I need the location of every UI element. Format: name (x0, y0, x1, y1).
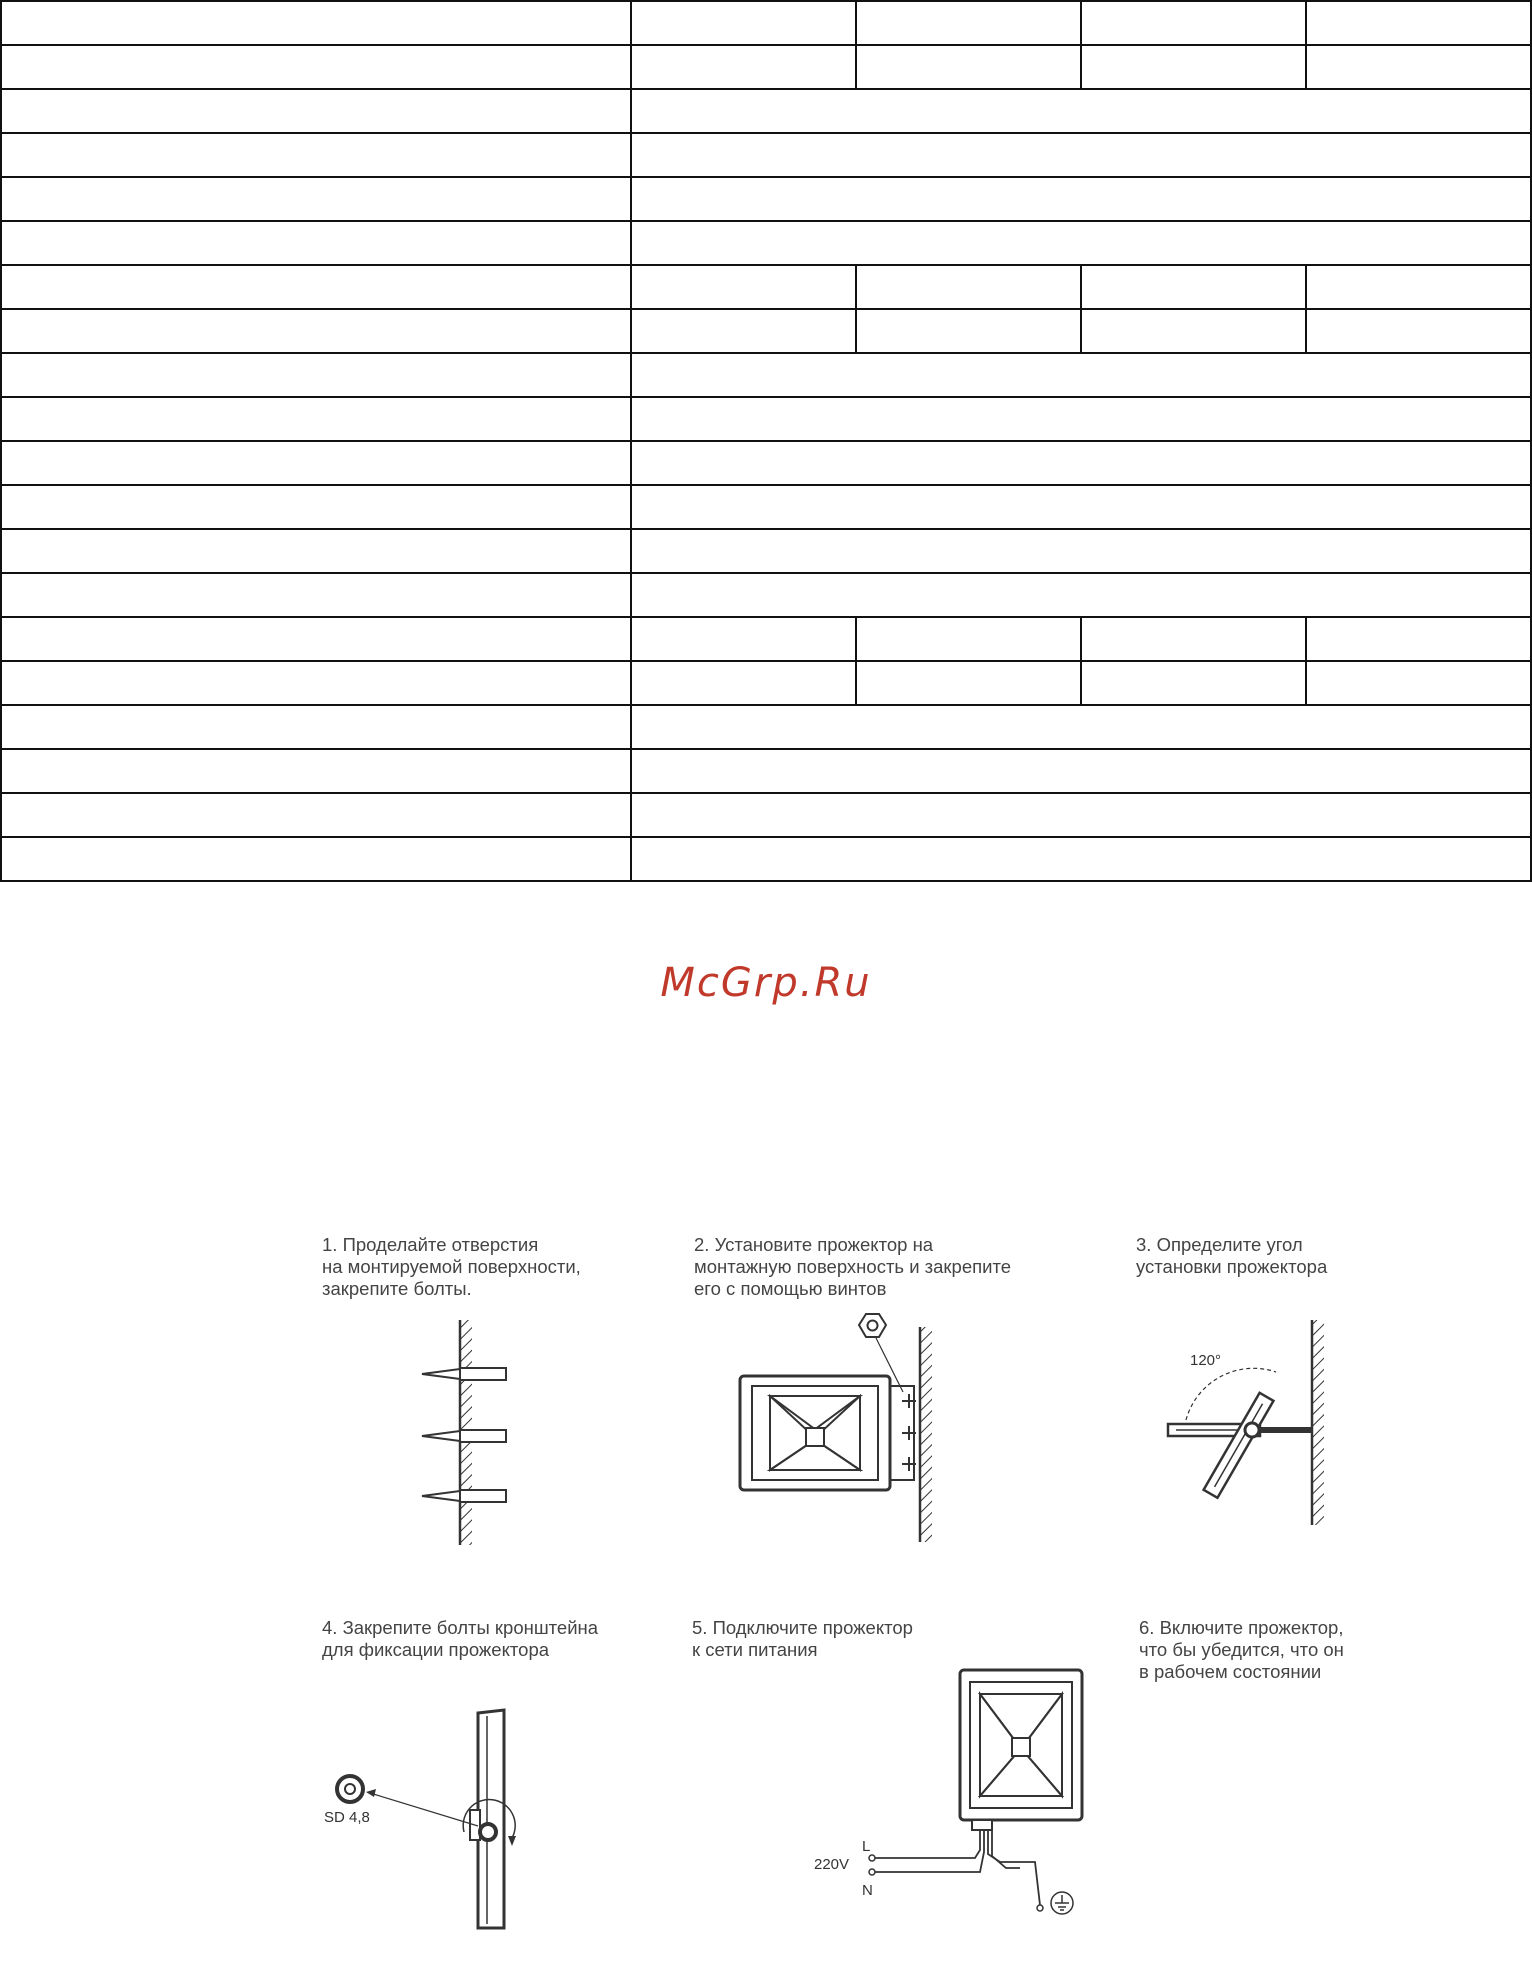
pivot-bolt-icon (1245, 1423, 1259, 1437)
bolt-icon (422, 1368, 506, 1380)
power-cable (874, 1830, 1040, 1905)
neutral-label: N (862, 1882, 873, 1899)
terminal-l-icon (869, 1855, 875, 1861)
arrow-head-icon (508, 1836, 516, 1846)
step-5-wiring-illustration (814, 1670, 1082, 1914)
bolt-icon (422, 1430, 506, 1442)
step-2-mount-illustration (740, 1314, 932, 1542)
step-1-caption: 1. Проделайте отверстия на монтируемой поверхности, закрепите болты. (322, 1234, 581, 1299)
step-3-angle-illustration (1168, 1320, 1324, 1525)
hex-nut-icon (859, 1314, 886, 1337)
step-6-caption: 6. Включите прожектор, что бы убедится, что он в рабочем состоянии (1139, 1617, 1344, 1682)
step-4-caption: 4. Закрепите болты кронштейна для фиксации прожектора (322, 1617, 599, 1660)
angle-label: 120° (1190, 1352, 1222, 1369)
line-label: L (862, 1838, 871, 1855)
floodlight-icon (960, 1670, 1082, 1820)
watermark: McGrp.Ru (660, 960, 872, 1006)
screw-size-label: SD 4,8 (324, 1809, 370, 1826)
step-3-caption: 3. Определите угол установки прожектора (1136, 1234, 1328, 1277)
cable-gland (972, 1820, 992, 1830)
step-5-caption: 5. Подключите прожектор к сети питания (692, 1617, 913, 1660)
step-1-wall-bolts-illustration (422, 1320, 506, 1545)
step-4-fix-bolts-illustration (324, 1710, 516, 1928)
voltage-label: 220V (814, 1856, 850, 1873)
step-2-caption: 2. Установите прожектор на монтажную поверхность и закрепите его с помощью винтов (694, 1234, 1012, 1299)
floodlight-side-icon (470, 1710, 504, 1928)
wall-hatch (1312, 1320, 1324, 1525)
wall-hatch (920, 1327, 932, 1542)
floodlight-tilted-icon (1204, 1393, 1274, 1498)
arrow-head-icon (366, 1789, 376, 1797)
bolt-icon (422, 1490, 506, 1502)
floodlight-icon (740, 1376, 890, 1490)
ground-icon (1037, 1892, 1073, 1914)
washer-pointer-line (370, 1793, 478, 1826)
terminal-n-icon (869, 1869, 875, 1875)
washer-icon (337, 1776, 363, 1802)
bracket-bolt-icon (480, 1824, 496, 1840)
